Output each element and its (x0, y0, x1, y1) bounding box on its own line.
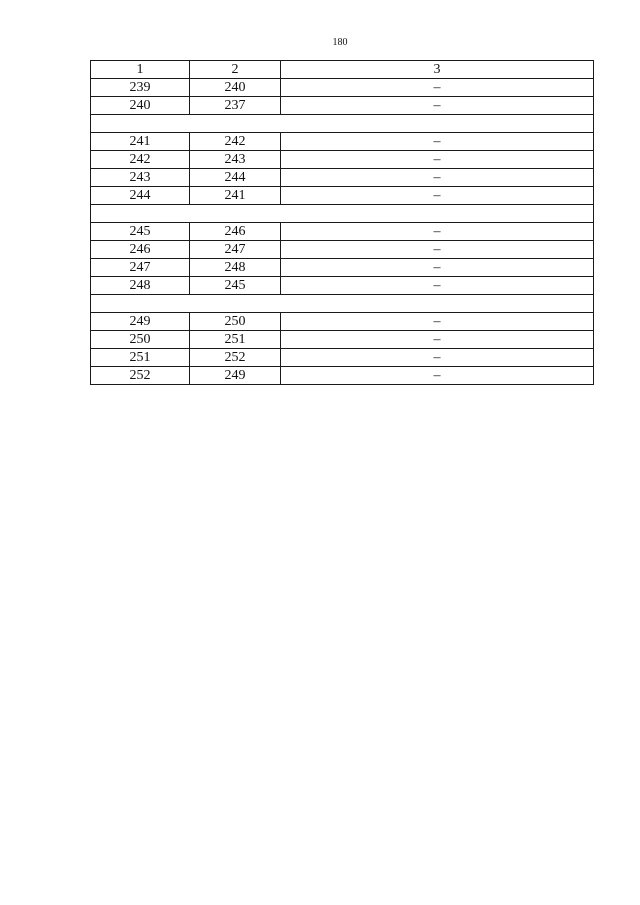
table-cell-col-1: 252 (91, 367, 190, 385)
table-cell-col-2: 242 (190, 133, 281, 151)
table-cell-col-2: 246 (190, 223, 281, 241)
table-cell-col-1: 240 (91, 97, 190, 115)
table-cell-col-1: 249 (91, 313, 190, 331)
table-cell-col-2: 237 (190, 97, 281, 115)
table-cell-col-1: 248 (91, 277, 190, 295)
table-row (91, 187, 594, 205)
table-cell-col-2: 252 (190, 349, 281, 367)
table-row (91, 133, 594, 151)
table-row (91, 169, 594, 187)
table-cell-col-3: – (281, 223, 594, 241)
table-cell-col-3: – (281, 97, 594, 115)
table-cell-col-3: – (281, 79, 594, 97)
table-row (91, 331, 594, 349)
table-cell-col-1: 251 (91, 349, 190, 367)
group-separator-cell (91, 205, 594, 223)
table-cell-col-2: 250 (190, 313, 281, 331)
group-separator-cell (91, 115, 594, 133)
table-cell-col-2: 245 (190, 277, 281, 295)
table-row (91, 349, 594, 367)
table-cell-col-3: – (281, 187, 594, 205)
table-row (91, 223, 594, 241)
column-header-1: 1 (91, 61, 190, 79)
table-row (91, 79, 594, 97)
table-cell-col-3: – (281, 367, 594, 385)
table-cell-col-3: – (281, 349, 594, 367)
group-separator-row (91, 205, 594, 223)
table-header-row (91, 61, 594, 79)
group-separator-row (91, 295, 594, 313)
table-cell-col-2: 241 (190, 187, 281, 205)
table-cell-col-1: 245 (91, 223, 190, 241)
table-cell-col-3: – (281, 169, 594, 187)
table-cell-col-3: – (281, 313, 594, 331)
table-cell-col-3: – (281, 151, 594, 169)
group-separator-cell (91, 295, 594, 313)
table-cell-col-2: 251 (190, 331, 281, 349)
table-cell-col-2: 243 (190, 151, 281, 169)
table-cell-col-1: 241 (91, 133, 190, 151)
table-cell-col-3: – (281, 133, 594, 151)
table-cell-col-2: 244 (190, 169, 281, 187)
table-cell-col-1: 242 (91, 151, 190, 169)
table-cell-col-1: 243 (91, 169, 190, 187)
table-cell-col-1: 239 (91, 79, 190, 97)
table-row (91, 151, 594, 169)
table-row (91, 259, 594, 277)
group-separator-row (91, 115, 594, 133)
table-row (91, 241, 594, 259)
column-header-2: 2 (190, 61, 281, 79)
table-cell-col-1: 247 (91, 259, 190, 277)
column-header-3: 3 (281, 61, 594, 79)
table-row (91, 277, 594, 295)
table-body (91, 61, 594, 385)
table-row (91, 313, 594, 331)
table-cell-col-2: 240 (190, 79, 281, 97)
table-row (91, 367, 594, 385)
table-cell-col-2: 248 (190, 259, 281, 277)
table-cell-col-3: – (281, 259, 594, 277)
page-number: 180 (332, 37, 348, 48)
table-cell-col-1: 246 (91, 241, 190, 259)
table-row (91, 97, 594, 115)
table-cell-col-3: – (281, 241, 594, 259)
table-cell-col-3: – (281, 331, 594, 349)
table-cell-col-3: – (281, 277, 594, 295)
table-cell-col-1: 250 (91, 331, 190, 349)
table-cell-col-2: 249 (190, 367, 281, 385)
table-cell-col-1: 244 (91, 187, 190, 205)
table-cell-col-2: 247 (190, 241, 281, 259)
data-table (90, 60, 594, 385)
